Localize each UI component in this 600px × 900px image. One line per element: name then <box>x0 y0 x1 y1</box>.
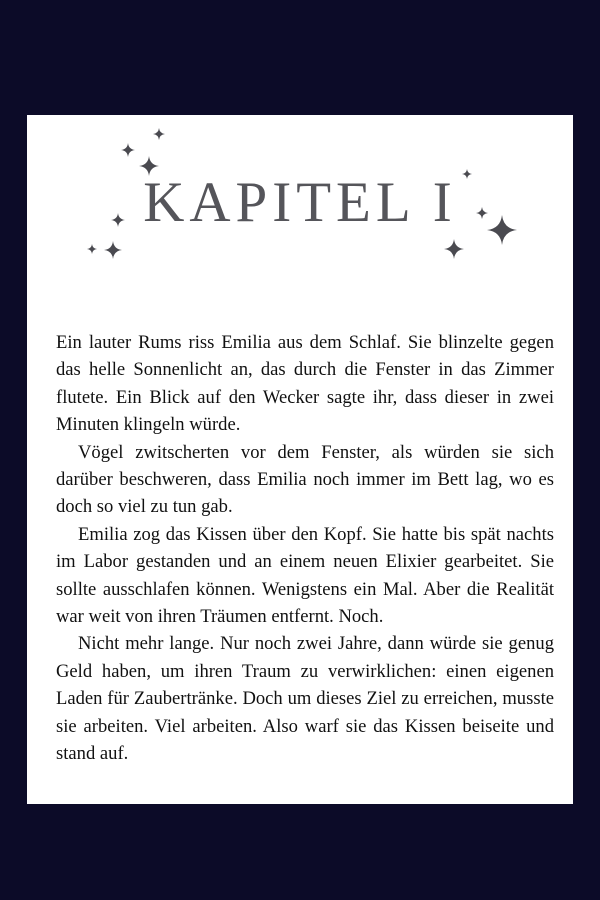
paragraph: Nicht mehr lange. Nur noch zwei Jahre, dann würde sie genug Geld haben, um ihren Traum zu verwirklichen: einen eigenen Laden für Zaubertränke. Doch um dieses Ziel zu erreichen, musste sie arbeiten. Viel arbeiten. Also warf sie das Kissen beiseite und stand auf. <box>56 633 554 765</box>
sparkle-icon <box>153 128 165 140</box>
chapter-heading <box>27 115 573 315</box>
sparkle-icon <box>87 244 97 254</box>
sparkle-icon <box>104 241 122 259</box>
paragraph: Ein lauter Rums riss Emilia aus dem Schlaf. Sie blinzelte gegen das helle Sonnenlicht an, das durch die Fenster in das Zimmer flutete. Ein Blick auf den Wecker sagte ihr, dass dieser in zwei Minuten klingeln würde. <box>56 332 554 436</box>
chapter-body <box>56 329 554 768</box>
paragraph: Vögel zwitscherten vor dem Fenster, als würden sie sich darüber beschweren, dass Emilia noch immer im Bett lag, wo es doch so viel zu tun gab. <box>56 441 554 518</box>
chapter-title: KAPITEL I <box>143 171 457 234</box>
paragraph: Emilia zog das Kissen über den Kopf. Sie hatte bis spät nachts im Labor gestanden und an einem neuen Elixier gearbeitet. Sie sollte ausschlafen können. Wenigstens ein Mal. Aber die Realität war weit von ihren Träumen entfernt. Noch. <box>56 523 554 628</box>
book-page <box>27 115 573 804</box>
sparkle-icon <box>121 143 135 157</box>
